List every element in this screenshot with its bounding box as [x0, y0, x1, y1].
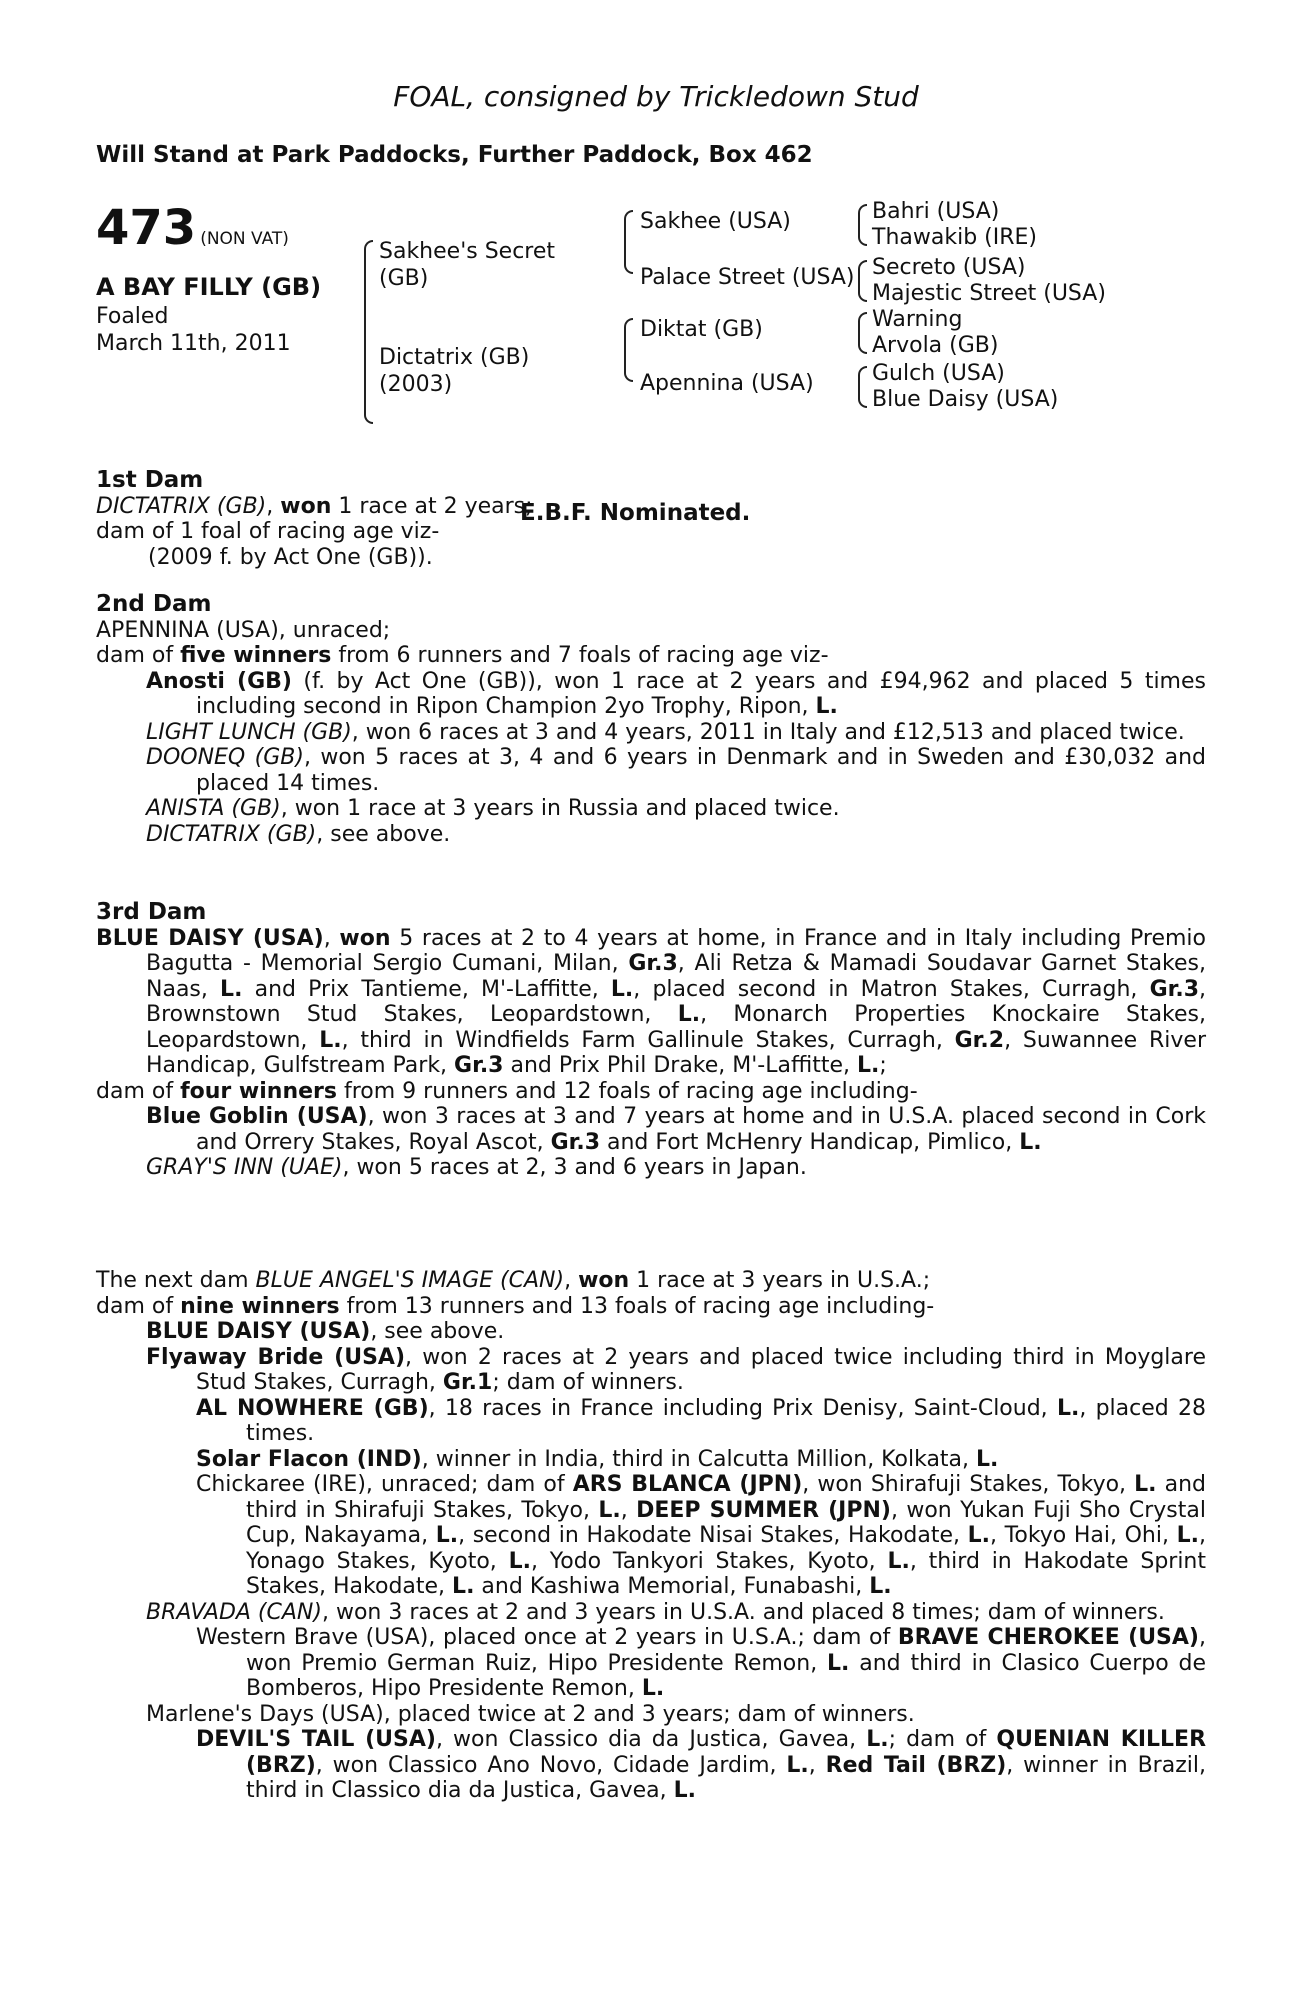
- produce-al-nowhere: AL NOWHERE (GB), 18 races in France including Prix Denisy, Saint-Cloud, L., placed 28 times.: [196, 1395, 1206, 1446]
- granddam-1: Thawakib (IRE): [872, 225, 1037, 250]
- first-dam-line1: DICTATRIX (GB), won 1 race at 2 years;: [96, 493, 533, 519]
- produce-blue-goblin: Blue Goblin (USA), won 3 races at 3 and 7 years at home and in U.S.A. placed second in Cork and Orrery Stakes, Royal Ascot, Gr.3 and Fort McHenry Handicap, Pimlico, L.: [146, 1104, 1206, 1155]
- granddam-4: Blue Daisy (USA): [872, 387, 1059, 412]
- vat-status: (NON VAT): [200, 229, 289, 249]
- third-dam-record: BLUE DAISY (USA), won 5 races at 2 to 4 years at home, in France and in Italy including Premio Bagutta - Memorial Sergio Cumani, Milan, Gr.3, Ali Retza & Mamadi Soudavar Garnet Stakes, Naas, L. and Prix Tantieme, M'-Laffitte, L., placed second in Matron Stakes, Curragh, Gr.3, Brownstown Stud Stakes, Leopardstown, L., Monarch Properties Knockaire Stakes, Leopardstown, L., third in Windfields Farm Gallinule Stakes, Curragh, Gr.2, Suwannee River Handicap, Gulfstream Park, Gr.3 and Prix Phil Drake, M'-Laffitte, L.;: [96, 925, 1206, 1078]
- granddam-3: Arvola (GB): [872, 333, 999, 358]
- grandsire-3: Warning: [872, 307, 963, 332]
- brace-g2: [858, 260, 867, 302]
- granddam-2: Majestic Street (USA): [872, 281, 1106, 306]
- consignment-title: FOAL, consigned by Trickledown Stud: [393, 80, 919, 113]
- first-dam-line3: (2009 f. by Act One (GB)).: [148, 544, 433, 570]
- foaled-label: Foaled: [96, 304, 169, 329]
- produce-anosti: Anosti (GB) (f. by Act One (GB)), won 1 race at 2 years and £94,962 and placed 5 times including second in Ripon Champion 2yo Trophy, Ripon, L.: [146, 668, 1206, 719]
- stand-location: Will Stand at Park Paddocks, Further Paddock, Box 462: [96, 142, 813, 168]
- lot-description: A BAY FILLY (GB): [96, 273, 322, 301]
- produce-light-lunch: LIGHT LUNCH (GB), won 6 races at 3 and 4 years, 2011 in Italy and £12,513 and placed twice.: [146, 719, 1185, 745]
- lot-header: [96, 200, 289, 256]
- grandsire-1: Bahri (USA): [872, 199, 1000, 224]
- grandsire-4: Gulch (USA): [872, 361, 1005, 386]
- dam-sire: Diktat (GB): [640, 317, 763, 342]
- first-dam-section: [96, 468, 1206, 570]
- foaled-date: March 11th, 2011: [96, 331, 291, 356]
- first-dam-heading: 1st Dam: [96, 467, 204, 493]
- brace-sire-dam: [364, 240, 373, 424]
- produce-marlenes-days: Marlene's Days (USA), placed twice at 2 and 3 years; dam of winners.: [146, 1701, 915, 1727]
- ebf-nominated: E.B.F. Nominated.: [520, 500, 751, 526]
- produce-devils-tail: DEVIL'S TAIL (USA), won Classico dia da Justica, Gavea, L.; dam of QUENIAN KILLER (BRZ), won Classico Ano Novo, Cidade Jardim, L., Red Tail (BRZ), winner in Brazil, third in Classico dia da Justica, Gavea, L.: [196, 1727, 1207, 1803]
- dam-dam: Apennina (USA): [640, 371, 814, 396]
- produce-dictatrix: DICTATRIX (GB), see above.: [146, 821, 451, 847]
- third-dam-section: [96, 900, 1206, 1181]
- produce-bravada: BRAVADA (CAN), won 3 races at 2 and 3 years in U.S.A. and placed 8 times; dam of winners.: [146, 1599, 1165, 1625]
- second-dam-line1: APENNINA (USA), unraced;: [96, 617, 391, 643]
- first-dam-line2: dam of 1 foal of racing age viz-: [96, 519, 440, 544]
- sire: Sakhee's Secret (GB): [379, 239, 556, 291]
- foaled-info: [96, 303, 291, 357]
- next-dam-section: [96, 1268, 1206, 1804]
- next-dam-line1: The next dam BLUE ANGEL'S IMAGE (CAN), won 1 race at 3 years in U.S.A.;: [96, 1268, 931, 1293]
- brace-sire-parents: [624, 210, 633, 274]
- brace-g1: [858, 204, 867, 246]
- sire-sire: Sakhee (USA): [640, 209, 791, 234]
- produce-western-brave: Western Brave (USA), placed once at 2 years in U.S.A.; dam of BRAVE CHEROKEE (USA), won Premio German Ruiz, Hipo Presidente Remon, L. and third in Clasico Cuerpo de Bomberos, Hipo Presidente Remon, L.: [196, 1625, 1207, 1701]
- produce-grays-inn: GRAY'S INN (UAE), won 5 races at 2, 3 and 6 years in Japan.: [146, 1155, 807, 1180]
- next-dam-produce-summary: dam of nine winners from 13 runners and 13 foals of racing age including-: [96, 1293, 935, 1319]
- produce-solar-flacon: Solar Flacon (IND), winner in India, third in Calcutta Million, Kolkata, L.: [196, 1446, 999, 1472]
- brace-g3: [858, 312, 867, 354]
- second-dam-heading: 2nd Dam: [96, 591, 212, 617]
- grandsire-2: Secreto (USA): [872, 255, 1026, 280]
- produce-chickaree: Chickaree (IRE), unraced; dam of ARS BLANCA (JPN), won Shirafuji Stakes, Tokyo, L. and third in Shirafuji Stakes, Tokyo, L., DEEP SUMMER (JPN), won Yukan Fuji Sho Crystal Cup, Nakayama, L., second in Hakodate Nisai Stakes, Hakodate, L., Tokyo Hai, Ohi, L., Yonago Stakes, Kyoto, L., Yodo Tankyori Stakes, Kyoto, L., third in Hakodate Sprint Stakes, Hakodate, L. and Kashiwa Memorial, Funabashi, L.: [196, 1472, 1207, 1599]
- produce-anista: ANISTA (GB), won 1 race at 3 years in Russia and placed twice.: [146, 796, 840, 821]
- lot-number: 473: [96, 200, 197, 256]
- produce-dooneq: DOONEQ (GB), won 5 races at 3, 4 and 6 years in Denmark and in Sweden and £30,032 and placed 14 times.: [146, 745, 1206, 796]
- second-dam-line2: dam of five winners from 6 runners and 7 foals of racing age viz-: [96, 643, 829, 668]
- brace-g4: [858, 366, 867, 408]
- produce-flyaway-bride: Flyaway Bride (USA), won 2 races at 2 years and placed twice including third in Moyglare Stud Stakes, Curragh, Gr.1; dam of winners.: [146, 1344, 1207, 1395]
- second-dam-section: [96, 592, 1206, 847]
- third-dam-heading: 3rd Dam: [96, 899, 207, 925]
- produce-blue-daisy: BLUE DAISY (USA), see above.: [146, 1319, 505, 1344]
- dam: Dictatrix (GB) (2003): [379, 345, 530, 397]
- brace-dam-parents: [624, 318, 633, 382]
- third-dam-produce-summary: dam of four winners from 9 runners and 12 foals of racing age including-: [96, 1078, 918, 1104]
- sire-dam: Palace Street (USA): [640, 265, 855, 290]
